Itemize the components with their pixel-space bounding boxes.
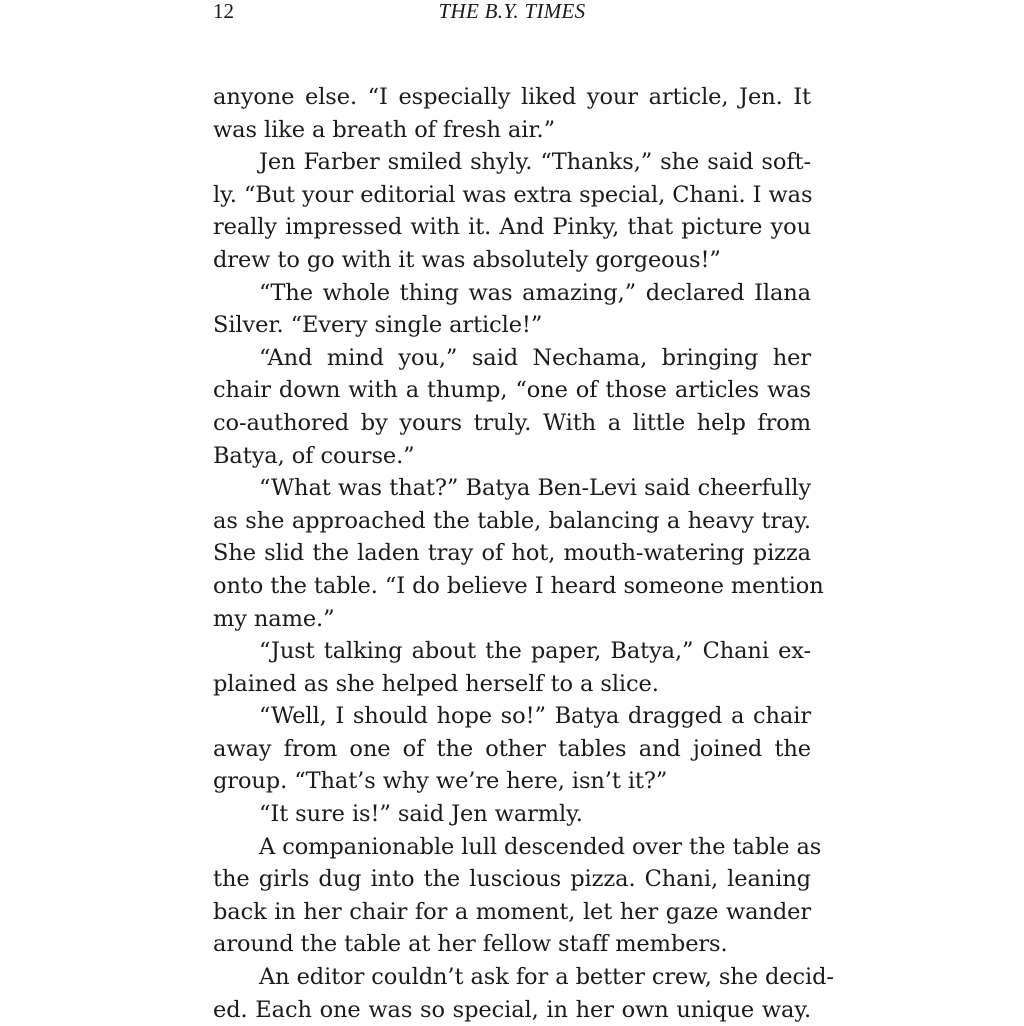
- text-line: co-authored by yours truly. With a little help from: [213, 409, 811, 436]
- running-title: THE B.Y. TIMES: [438, 0, 586, 23]
- text-line: back in her chair for a moment, let her gaze wander: [213, 898, 811, 925]
- text-line: my name.”: [213, 605, 335, 632]
- text-line: around the table at her fellow staff members.: [213, 931, 728, 958]
- text-line: Batya, of course.”: [213, 442, 415, 469]
- page-header: [0, 0, 1024, 26]
- text-line: ed. Each one was so special, in her own unique way.: [213, 996, 811, 1023]
- text-line: ly. “But your editorial was extra special, Chani. I was: [213, 181, 813, 208]
- text-line: “Well, I should hope so!” Batya dragged a chair: [259, 703, 811, 730]
- text-line: really impressed with it. And Pinky, that picture you: [213, 214, 811, 241]
- text-line: Jen Farber smiled shyly. “Thanks,” she said soft-: [259, 149, 811, 176]
- text-line: chair down with a thump, “one of those articles was: [213, 377, 811, 404]
- text-line: “Just talking about the paper, Batya,” Chani ex-: [259, 638, 811, 665]
- text-line: “It sure is!” said Jen warmly.: [259, 801, 583, 828]
- text-line: onto the table. “I do believe I heard someone mention: [213, 572, 824, 599]
- body-text: [213, 81, 834, 1026]
- text-line: anyone else. “I especially liked your article, Jen. It: [213, 84, 811, 110]
- text-line: “What was that?” Batya Ben-Levi said cheerfully: [259, 475, 811, 502]
- text-line: plained as she helped herself to a slice.: [213, 670, 659, 697]
- page-number: 12: [213, 0, 234, 23]
- text-line: group. “That’s why we’re here, isn’t it?”: [213, 768, 668, 795]
- text-line: as she approached the table, balancing a heavy tray.: [213, 507, 811, 534]
- text-line: A companionable lull descended over the table as: [259, 833, 822, 860]
- text-line: drew to go with it was absolutely gorgeous!”: [213, 246, 721, 273]
- text-line: “The whole thing was amazing,” declared Ilana: [259, 279, 811, 306]
- text-line: “And mind you,” said Nechama, bringing her: [259, 344, 811, 371]
- text-line: She slid the laden tray of hot, mouth-watering pizza: [213, 540, 811, 567]
- text-line: An editor couldn’t ask for a better crew, she decid-: [259, 964, 834, 991]
- text-line: the girls dug into the luscious pizza. Chani, leaning: [213, 866, 811, 893]
- text-line: was like a breath of fresh air.”: [213, 116, 555, 143]
- text-line: Silver. “Every single article!”: [213, 312, 543, 339]
- text-line: away from one of the other tables and joined the: [213, 735, 811, 762]
